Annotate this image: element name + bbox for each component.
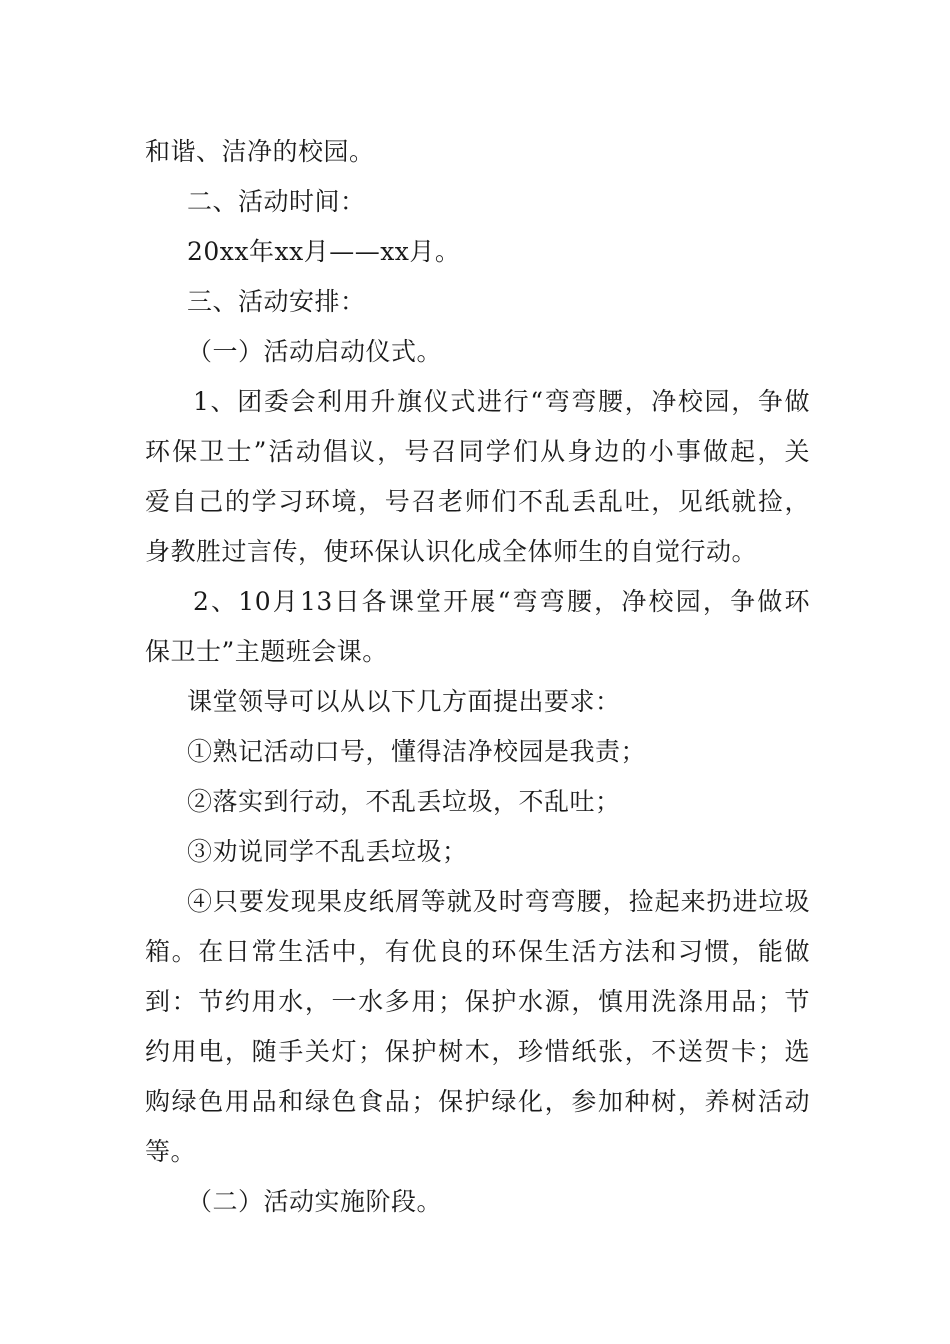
activity-date: 20xx年xx月——xx月。 xyxy=(187,237,461,266)
text-line-item1-4: 身教胜过言传，使环保认识化成全体师生的自觉行动。 xyxy=(145,537,758,566)
requirement-2: ②落实到行动，不乱丢垃圾，不乱吐； xyxy=(187,787,621,816)
requirement-4-line-5: 购绿色用品和绿色食品；保护绿化，参加种树，养树活动 xyxy=(145,1087,810,1116)
requirement-3: ③劝说同学不乱丢垃圾； xyxy=(187,837,468,866)
subsection-heading-launch: （一）活动启动仪式。 xyxy=(187,337,443,366)
requirement-4-line-4: 约用电，随手关灯；保护树木，珍惜纸张，不送贺卡；选 xyxy=(145,1037,810,1066)
text-line-item1-2: 环保卫士”活动倡议，号召同学们从身边的小事做起，关 xyxy=(145,437,810,466)
text-line-1: 和谐、洁净的校园。 xyxy=(145,137,375,166)
text-line-requirements-intro: 课堂领导可以从以下几方面提出要求： xyxy=(187,687,621,716)
requirement-4-line-1: ④只要发现果皮纸屑等就及时弯弯腰，捡起来扔进垃圾 xyxy=(187,887,810,916)
requirement-1: ①熟记活动口号，懂得洁净校园是我责； xyxy=(187,737,647,766)
requirement-4-line-6: 等。 xyxy=(145,1137,197,1166)
text-line-item1-1: 1、团委会利用升旗仪式进行“弯弯腰，净校园，争做 xyxy=(193,387,810,416)
text-line-item2-1: 2、10月13日各课堂开展“弯弯腰，净校园，争做环 xyxy=(193,587,810,616)
requirement-4-line-3: 到：节约用水，一水多用；保护水源，慎用洗涤用品；节 xyxy=(145,987,810,1016)
section-heading-time: 二、活动时间： xyxy=(187,187,366,216)
section-heading-arrangement: 三、活动安排： xyxy=(187,287,366,316)
text-line-item1-3: 爱自己的学习环境，号召老师们不乱丢乱吐，见纸就捡， xyxy=(145,487,810,516)
requirement-4-line-2: 箱。在日常生活中，有优良的环保生活方法和习惯，能做 xyxy=(145,937,810,966)
subsection-heading-implementation: （二）活动实施阶段。 xyxy=(187,1187,443,1216)
text-line-item2-2: 保卫士”主题班会课。 xyxy=(145,637,388,666)
